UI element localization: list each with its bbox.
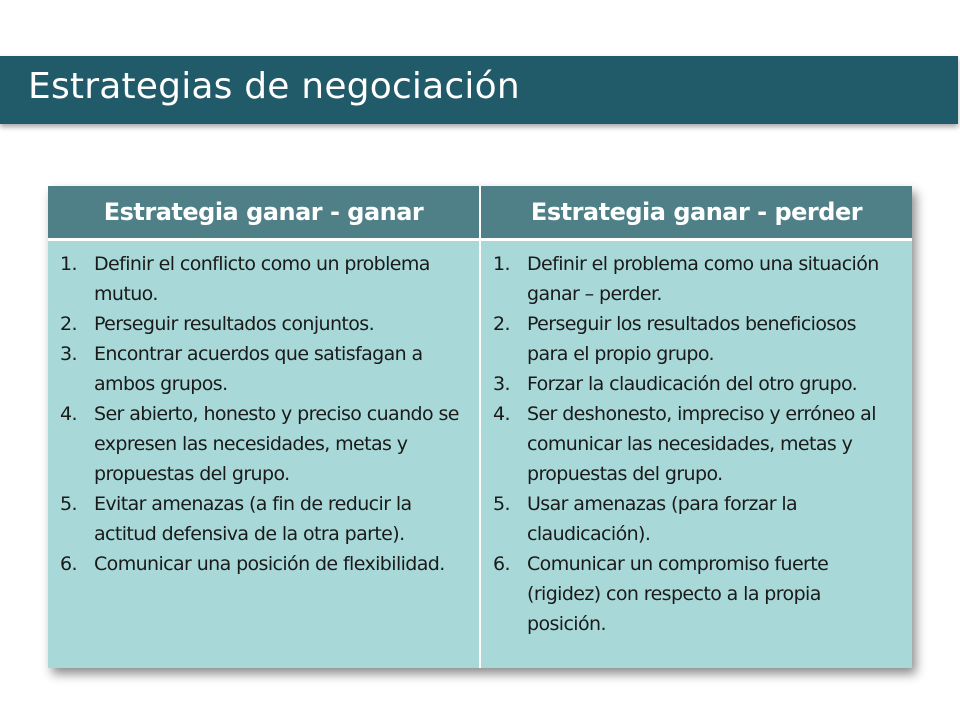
column-win-win (48, 240, 480, 669)
item-text: Ser deshonesto, impreciso y erróneo al comunicar las necesidades, metas y propuestas del grupo. (527, 403, 876, 485)
list-item (60, 249, 469, 309)
item-text: Evitar amenazas (a fin de reducir la actitud defensiva de la otra parte). (94, 493, 412, 545)
list-item (493, 549, 902, 639)
item-number: 5. (60, 493, 77, 515)
item-number: 2. (60, 313, 77, 335)
win-win-list (60, 249, 469, 579)
item-number: 1. (493, 253, 510, 275)
item-text: Comunicar un compromiso fuerte (rigidez) con respecto a la propia posición. (527, 553, 829, 635)
header-win-lose: Estrategia ganar - perder (480, 186, 912, 240)
list-item (493, 249, 902, 309)
item-number: 4. (60, 403, 77, 425)
list-item (493, 399, 902, 489)
comparison-table (48, 186, 912, 668)
table-header-row (48, 186, 912, 240)
list-item (493, 489, 902, 549)
item-number: 5. (493, 493, 510, 515)
list-item (60, 399, 469, 489)
item-text: Forzar la claudicación del otro grupo. (527, 373, 858, 395)
item-text: Comunicar una posición de flexibilidad. (94, 553, 445, 575)
column-win-lose (480, 240, 912, 669)
item-number: 3. (493, 373, 510, 395)
item-number: 2. (493, 313, 510, 335)
item-number: 1. (60, 253, 77, 275)
item-number: 6. (493, 553, 510, 575)
header-win-win: Estrategia ganar - ganar (48, 186, 480, 240)
table-body-row (48, 240, 912, 669)
win-lose-list (493, 249, 902, 639)
list-item (60, 489, 469, 549)
list-item (60, 549, 469, 579)
item-text: Perseguir los resultados beneficiosos para el propio grupo. (527, 313, 856, 365)
item-text: Ser abierto, honesto y preciso cuando se expresen las necesidades, metas y propuestas del grupo. (94, 403, 459, 485)
item-text: Encontrar acuerdos que satisfagan a ambos grupos. (94, 343, 423, 395)
item-text: Usar amenazas (para forzar la claudicación). (527, 493, 798, 545)
item-text: Definir el conflicto como un problema mutuo. (94, 253, 430, 305)
list-item (493, 369, 902, 399)
item-text: Definir el problema como una situación ganar – perder. (527, 253, 879, 305)
item-number: 6. (60, 553, 77, 575)
strategies-table (48, 186, 912, 668)
list-item (60, 309, 469, 339)
item-number: 3. (60, 343, 77, 365)
item-number: 4. (493, 403, 510, 425)
title-bar (0, 56, 958, 124)
slide-title: Estrategias de negociación (28, 66, 520, 107)
list-item (60, 339, 469, 399)
item-text: Perseguir resultados conjuntos. (94, 313, 375, 335)
list-item (493, 309, 902, 369)
